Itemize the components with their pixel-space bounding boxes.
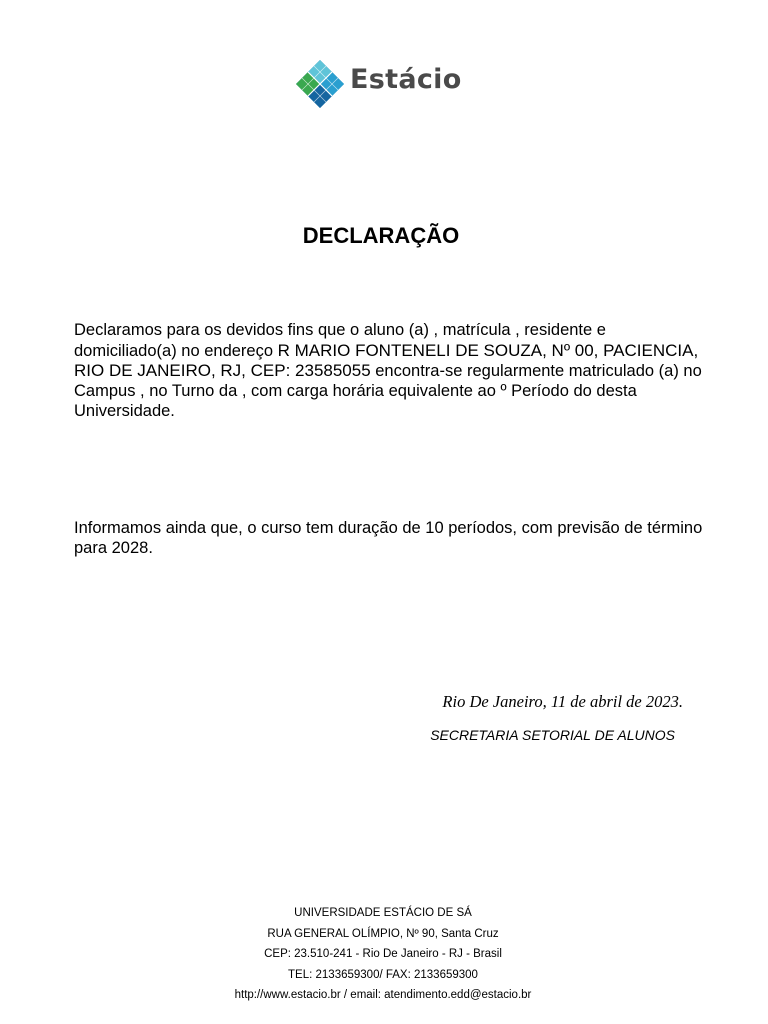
footer-phone: TEL: 2133659300/ FAX: 2133659300 (288, 968, 478, 981)
declaration-lead: Declaramos para os devidos fins que o aluno (a) , matrícula , residente e domiciliado(a) no endereço (74, 321, 606, 360)
document-title: DECLARAÇÃO (302, 223, 460, 248)
signature-line: SECRETARIA SETORIAL DE ALUNOS (430, 727, 675, 743)
declaration-paragraph (74, 321, 704, 422)
estacio-logo (294, 58, 494, 110)
footer-university: UNIVERSIDADE ESTÁCIO DE SÁ (294, 907, 472, 919)
footer-postal: CEP: 23.510-241 - Rio De Janeiro - RJ - Brasil (264, 948, 502, 960)
declaration-tail: encontra-se regularmente matriculado (a) no Campus , no Turno da , com carga horária equivalente ao º Período do desta Universidade. (74, 362, 702, 420)
footer (0, 903, 766, 1006)
date-line: Rio De Janeiro, 11 de abril de 2023. (442, 692, 683, 711)
logo-wordmark: Estácio (350, 64, 462, 95)
footer-street: RUA GENERAL OLÍMPIO, Nº 90, Santa Cruz (267, 927, 499, 940)
student-address: R MARIO FONTENELI DE SOUZA, Nº 00, PACIENCIA, RIO DE JANEIRO, RJ, CEP: 23585055 (74, 340, 699, 381)
footer-contact: http://www.estacio.br / email: atendimento.edd@estacio.br (234, 989, 532, 1001)
course-duration-paragraph: Informamos ainda que, o curso tem duração de 10 períodos, com previsão de término para 2028. (74, 519, 703, 557)
estacio-cube-icon (294, 58, 346, 110)
